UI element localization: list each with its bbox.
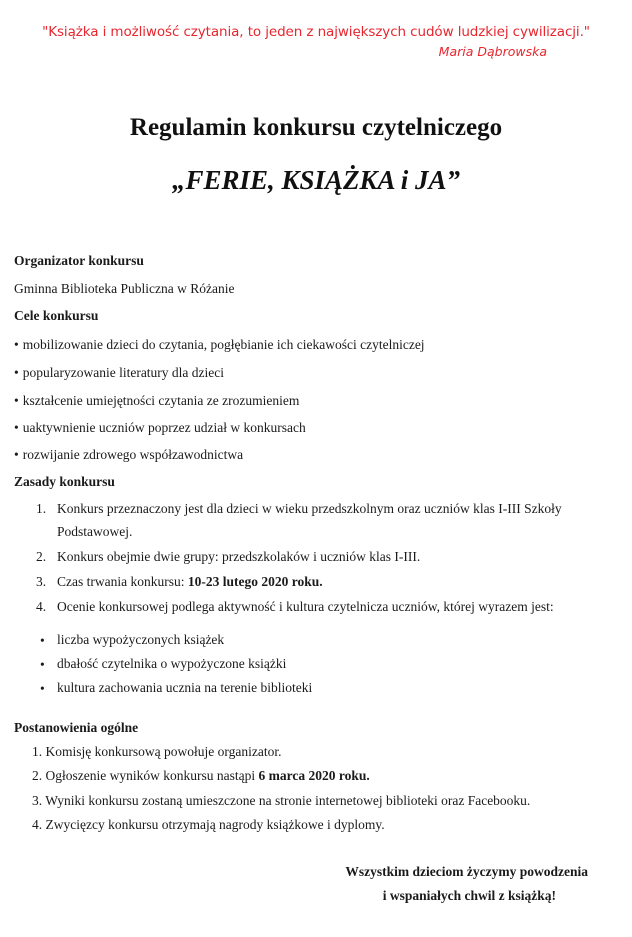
closing-wish-continued: i wspaniałych chwil z książką! — [382, 888, 556, 903]
general-item — [32, 816, 385, 834]
rule-number: 2. — [36, 549, 47, 564]
motto-quote: "Książka i możliwość czytania, to jeden z największych cudów ludzkiej cywilizacji." — [42, 24, 590, 40]
goal-item: • kształcenie umiejętności czytania ze zrozumieniem — [14, 392, 299, 410]
rule-text-continued: Podstawowej. — [57, 524, 133, 539]
results-date: 6 marca 2020 roku. — [258, 768, 370, 783]
goal-item: • rozwijanie zdrowego współzawodnictwa — [14, 446, 243, 464]
goal-item: • popularyzowanie literatury dla dzieci — [14, 364, 224, 382]
motto-author: Maria Dąbrowska — [438, 44, 547, 59]
general-item — [32, 767, 370, 785]
criteria-bullet: • — [40, 657, 45, 672]
goals-heading: Cele konkursu — [14, 308, 99, 323]
criteria-item: liczba wypożyczonych książek — [57, 632, 225, 647]
criteria-bullet: • — [40, 633, 45, 648]
rule-number: 4. — [36, 599, 47, 614]
criteria-item: dbałość czytelnika o wypożyczone książki — [57, 656, 287, 671]
organizer-value: Gminna Biblioteka Publiczna w Różanie — [14, 281, 235, 296]
general-item-text: Zwycięzcy konkursu otrzymają nagrody książkowe i dyplomy. — [45, 817, 385, 832]
general-item-text: Wyniki konkursu zostaną umieszczone na stronie internetowej biblioteki oraz Facebooku. — [45, 793, 531, 808]
rule-text: Konkurs obejmie dwie grupy: przedszkolaków i uczniów klas I-III. — [57, 549, 421, 564]
criteria-bullet: • — [40, 681, 45, 696]
goal-item: • uaktywnienie uczniów poprzez udział w konkursach — [14, 419, 306, 437]
general-heading: Postanowienia ogólne — [14, 720, 139, 735]
criteria-item: kultura zachowania ucznia na terenie biblioteki — [57, 680, 313, 695]
rule-number: 1. — [36, 501, 47, 516]
general-item-number: 3. — [32, 793, 43, 808]
general-item-number: 4. — [32, 817, 43, 832]
contest-dates: 10-23 lutego 2020 roku. — [187, 574, 323, 589]
general-item — [32, 743, 281, 761]
closing-wish: Wszystkim dzieciom życzymy powodzenia — [345, 864, 588, 879]
goal-item: • mobilizowanie dzieci do czytania, pogłębianie ich ciekawości czytelniczej — [14, 336, 425, 354]
general-item-number: 1. — [32, 744, 43, 759]
general-item-text: Ogłoszenie wyników konkursu nastąpi — [45, 768, 259, 783]
page-title: Regulamin konkursu czytelniczego — [129, 114, 503, 141]
rule-text: Konkurs przeznaczony jest dla dzieci w wieku przedszkolnym oraz uczniów klas I-III Szkoły — [57, 501, 562, 516]
contest-name: „FERIE, KSIĄŻKA i JA” — [171, 165, 461, 195]
general-item-number: 2. — [32, 768, 43, 783]
general-item-text: Komisję konkursową powołuje organizator. — [45, 744, 282, 759]
rule-text: Ocenie konkursowej podlega aktywność i kultura czytelnicza uczniów, której wyrazem jest: — [57, 599, 554, 614]
rule-text-plain: Czas trwania konkursu: — [57, 574, 188, 589]
general-item — [32, 792, 530, 810]
organizer-heading: Organizator konkursu — [14, 253, 144, 268]
rule-text — [57, 570, 323, 593]
rule-number: 3. — [36, 574, 47, 589]
rules-heading: Zasady konkursu — [14, 474, 115, 489]
